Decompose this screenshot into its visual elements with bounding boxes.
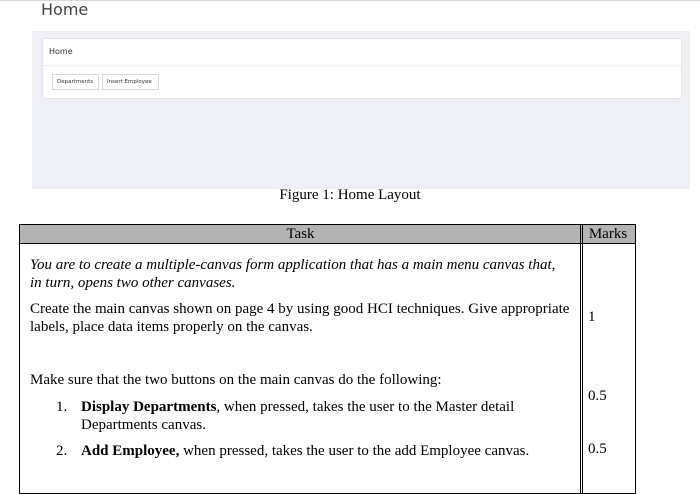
task-table (19, 224, 636, 494)
header-marks: Marks (588, 226, 628, 242)
figure-caption: Figure 1: Home Layout (279, 187, 421, 203)
panel-divider (43, 65, 681, 66)
marks-value: 0.5 (588, 388, 607, 404)
list-item (81, 442, 571, 460)
panel-title: Home (49, 47, 73, 56)
column-divider-inner (582, 225, 583, 493)
column-divider (580, 225, 581, 493)
task-create-canvas: Create the main canvas shown on page 4 by using good HCI techniques. Give appropriate labels, place data items properly on the canvas. (30, 301, 570, 335)
home-panel (42, 38, 682, 99)
list-item-bold: Add Employee, (81, 443, 180, 459)
list-item-text: when pressed, takes the user to the add Employee canvas. (179, 443, 530, 459)
marks-value: 0.5 (588, 441, 607, 457)
table-header-row (20, 225, 635, 244)
list-item-number: 1. (56, 399, 68, 415)
departments-button[interactable]: Departments (52, 74, 99, 90)
list-item-number: 2. (56, 443, 68, 459)
app-title: Home (41, 0, 89, 19)
header-task: Task (286, 226, 315, 242)
list-item-bold: Display Departments (81, 399, 217, 415)
task-buttons-intro: Make sure that the two buttons on the main canvas do the following: (30, 372, 442, 388)
window-top-border (0, 0, 700, 1)
task-intro: You are to create a multiple-canvas form application that has a main menu canvas that, in turn, opens two other canvases. (30, 257, 556, 291)
list-item (81, 398, 571, 434)
insert-employee-button[interactable]: Insert Employee (102, 74, 159, 90)
marks-value: 1 (588, 309, 596, 325)
list-item-text: , when pressed, takes the user to the Master detail Departments canvas. (81, 399, 515, 433)
